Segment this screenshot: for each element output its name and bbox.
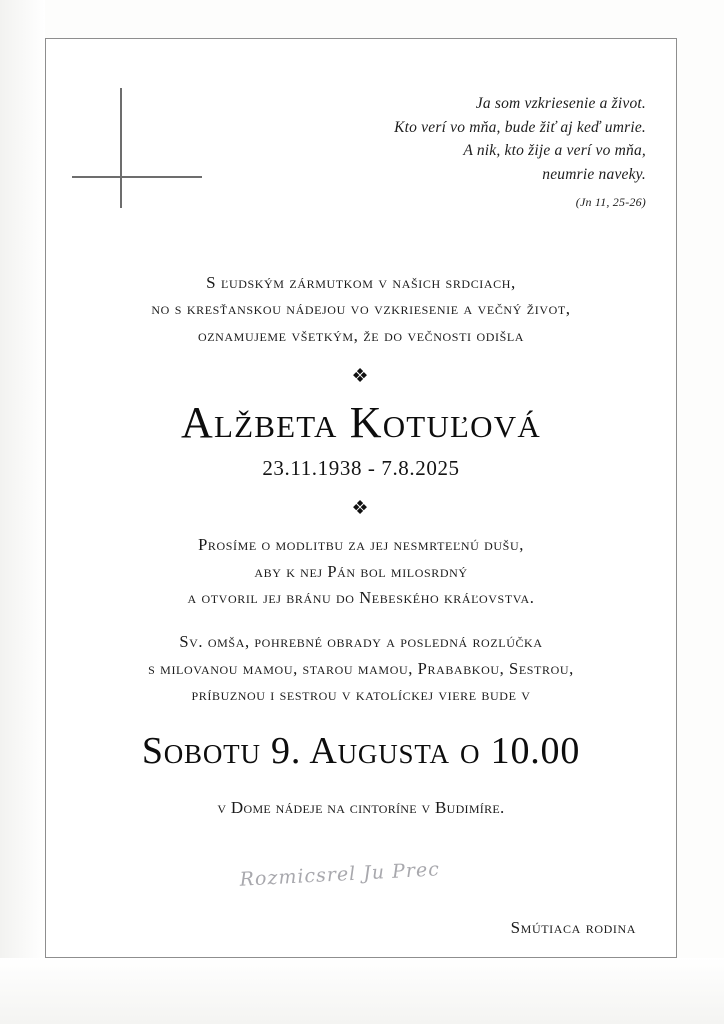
scripture-quote <box>394 92 646 211</box>
grieving-family-label: Smútiaca rodina <box>510 918 636 937</box>
intro-line-2: no s kresťanskou nádejou vo vzkriesenie a večný život, <box>151 299 571 319</box>
service-location: v Dome nádeje na cintoríne v Budimíre. <box>217 798 505 818</box>
intro-line-3: oznamujeme všetkým, že do večnosti odišla <box>197 325 525 345</box>
handwritten-signature: Rozmicsrel Ju Prec <box>239 858 441 891</box>
cross-vertical-bar <box>120 88 122 208</box>
deceased-name: Alžbeta Kotuľová <box>181 398 541 448</box>
intro-line-1: S ľudským zármutkom v našich srdciach, <box>206 273 516 292</box>
service-line-2: s milovanou mamou, starou mamou, Prababkou, Sestrou, <box>148 658 574 678</box>
scan-edge-left <box>0 0 45 1024</box>
quote-line-4: neumrie naveky. <box>542 165 646 183</box>
service-datetime: Sobotu 9. Augusta o 10.00 <box>141 729 581 772</box>
cross-icon <box>72 88 202 208</box>
prayer-line-2: aby k nej Pán bol milosrdný <box>254 561 468 581</box>
quote-line-3: A nik, kto žije a verí vo mňa, <box>463 142 646 160</box>
prayer-line-1: Prosíme o modlitbu za jej nesmrteľnú dušu, <box>198 535 524 555</box>
quote-line-1: Ja som vzkriesenie a život. <box>475 95 646 112</box>
prayer-line-3: a otvoril jej bránu do Nebeského kráľovstva. <box>187 588 535 607</box>
quote-reference: (Jn 11, 25-26) <box>575 195 646 210</box>
service-line-1: Sv. omša, pohrebné obrady a posledná rozlúčka <box>179 632 543 652</box>
cross-horizontal-bar <box>72 176 202 178</box>
announcement-content <box>46 270 676 818</box>
prayer-text <box>46 532 676 611</box>
quote-line-2: Kto verí vo mňa, bude žiť aj keď umrie. <box>394 118 646 136</box>
deceased-dates: 23.11.1938 - 7.8.2025 <box>262 456 460 481</box>
scan-edge-bottom <box>0 958 724 1024</box>
ornament-bottom-icon: ❖ <box>351 498 371 520</box>
intro-text <box>46 270 676 349</box>
service-text <box>46 629 676 708</box>
ornament-top-icon: ❖ <box>351 366 371 388</box>
service-line-3: príbuznou i sestrou v katolíckej viere bude v <box>191 685 531 705</box>
